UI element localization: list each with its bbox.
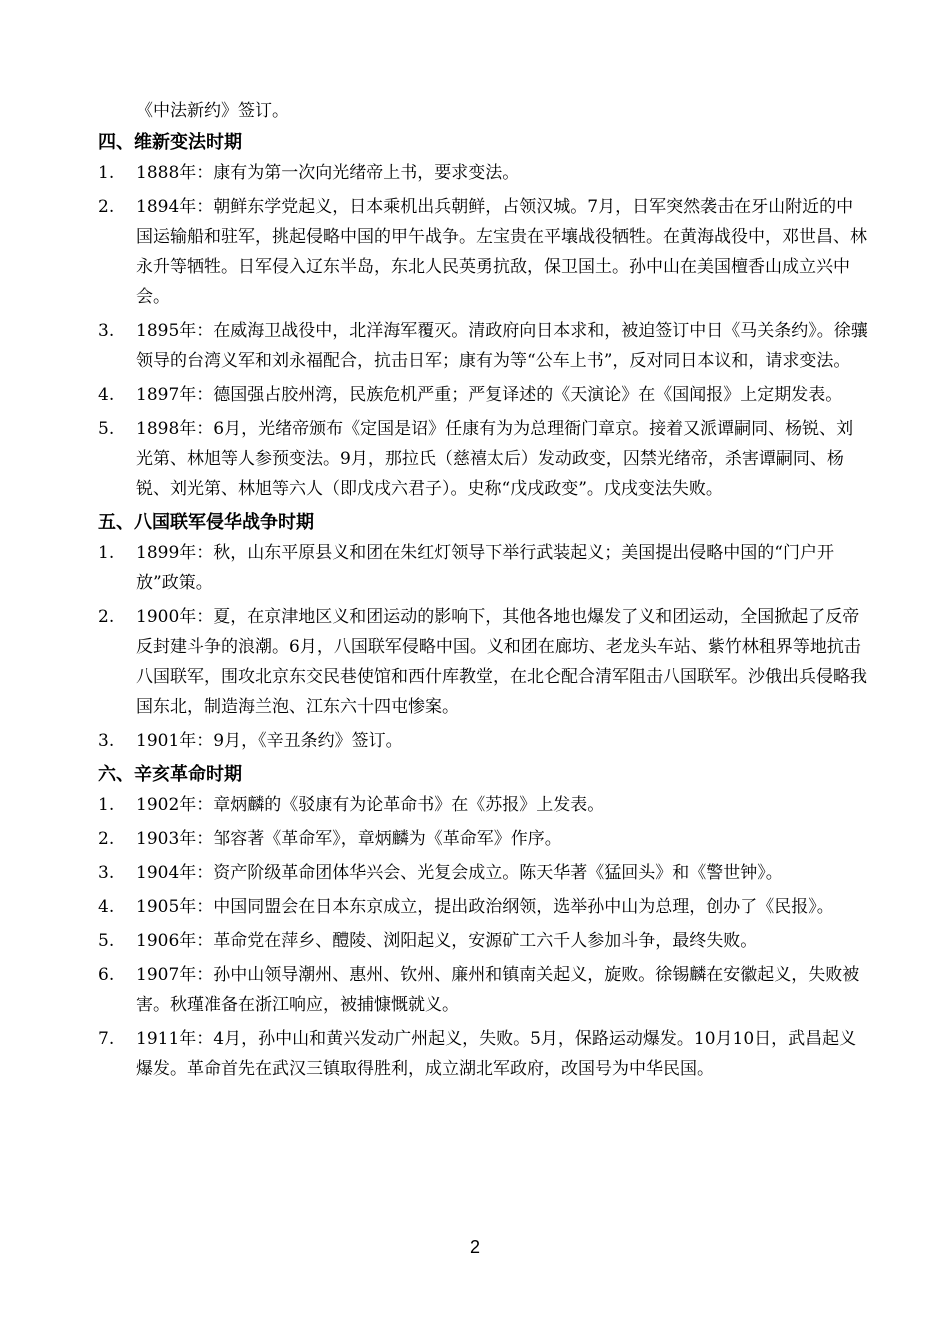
list-item — [98, 192, 868, 312]
item-number: 2. — [98, 197, 115, 217]
item-number: 2. — [98, 829, 115, 849]
item-number: 5. — [98, 931, 115, 951]
item-text: 1903年：邹容著《革命军》，章炳麟为《革命军》作序。 — [136, 829, 562, 849]
list-item — [98, 538, 868, 598]
list-item — [98, 414, 868, 504]
item-text: 1907年：孙中山领导潮州、惠州、钦州、廉州和镇南关起义，旋败。徐锡麟在安徽起义，失败被害。秋瑾准备在浙江响应，被捕慷慨就义。 — [136, 965, 860, 1015]
item-text: 1895年：在威海卫战役中，北洋海军覆灭。清政府向日本求和，被迫签订中日《马关条约》。徐骧领导的台湾义军和刘永福配合，抗击日军；康有为等“公车上书”，反对同日本议和，请求变法。 — [136, 321, 868, 371]
list-item — [98, 960, 868, 1020]
list-item — [98, 602, 868, 722]
item-number: 5. — [98, 419, 115, 439]
item-number: 4. — [98, 897, 115, 917]
list-item — [98, 892, 868, 922]
item-number: 7. — [98, 1029, 115, 1049]
item-text: 1906年：革命党在萍乡、醴陵、浏阳起义，安源矿工六千人参加斗争，最终失败。 — [136, 931, 758, 951]
item-text: 1894年：朝鲜东学党起义，日本乘机出兵朝鲜，占领汉城。7月，日军突然袭击在牙山附近的中国运输船和驻军，挑起侵略中国的甲午战争。左宝贵在平壤战役牺牲。在黄海战役中，邓世昌、林永升等牺牲。日军侵入辽东半岛，东北人民英勇抗敌，保卫国土。孙中山在美国檀香山成立兴中会。 — [136, 197, 867, 307]
item-text: 1897年：德国强占胶州湾，民族危机严重；严复译述的《天演论》在《国闻报》上定期发表。 — [136, 385, 843, 405]
item-number: 3. — [98, 321, 115, 341]
item-text: 1888年：康有为第一次向光绪帝上书，要求变法。 — [136, 163, 520, 183]
list-item — [98, 726, 868, 756]
section-heading: 四、维新变法时期 — [98, 132, 242, 153]
item-text: 1911年：4月，孙中山和黄兴发动广州起义，失败。5月，保路运动爆发。10月10日，武昌起义爆发。革命首先在武汉三镇取得胜利，成立湖北军政府，改国号为中华民国。 — [136, 1029, 857, 1079]
list-item — [98, 380, 868, 410]
section-heading: 五、八国联军侵华战争时期 — [98, 512, 314, 533]
section-heading: 六、辛亥革命时期 — [98, 764, 242, 785]
item-number: 1. — [98, 163, 115, 183]
list-item — [98, 316, 868, 376]
item-text: 1905年：中国同盟会在日本东京成立，提出政治纲领，选举孙中山为总理，创办了《民报》。 — [136, 897, 834, 917]
item-number: 1. — [98, 543, 115, 563]
item-number: 3. — [98, 863, 115, 883]
item-text: 1904年：资产阶级革命团体华兴会、光复会成立。陈天华著《猛回头》和《警世钟》。 — [136, 863, 783, 883]
item-text: 1902年：章炳麟的《驳康有为论革命书》在《苏报》上发表。 — [136, 795, 605, 815]
continuation-line: 《中法新约》签订。 — [136, 101, 289, 121]
list-item — [98, 1024, 868, 1084]
page-content — [98, 96, 868, 1088]
item-text: 1900年：夏，在京津地区义和团运动的影响下，其他各地也爆发了义和团运动，全国掀起了反帝反封建斗争的浪潮。6月，八国联军侵略中国。义和团在廊坊、老龙头车站、紫竹林租界等地抗击八国联军，围攻北京东交民巷使馆和西什库教堂，在北仑配合清军阻击八国联军。沙俄出兵侵略我国东北，制造海兰泡、江东六十四屯惨案。 — [136, 607, 867, 717]
item-number: 3. — [98, 731, 115, 751]
list-item — [98, 824, 868, 854]
list-item — [98, 858, 868, 888]
list-item — [98, 926, 868, 956]
page-number: 2 — [469, 1237, 480, 1257]
item-text: 1899年：秋，山东平原县义和团在朱红灯领导下举行武装起义；美国提出侵略中国的“门户开放”政策。 — [136, 543, 834, 593]
list-item — [98, 158, 868, 188]
list-item — [98, 790, 868, 820]
item-number: 1. — [98, 795, 115, 815]
item-number: 4. — [98, 385, 115, 405]
item-number: 2. — [98, 607, 115, 627]
item-number: 6. — [98, 965, 115, 985]
item-text: 1898年：6月，光绪帝颁布《定国是诏》任康有为为总理衙门章京。接着又派谭嗣同、杨锐、刘光第、林旭等人参预变法。9月，那拉氏（慈禧太后）发动政变，囚禁光绪帝，杀害谭嗣同、杨锐、刘光第、林旭等六人（即戊戌六君子）。史称“戊戌政变”。戊戌变法失败。 — [136, 419, 854, 499]
item-text: 1901年：9月，《辛丑条约》签订。 — [136, 731, 403, 751]
